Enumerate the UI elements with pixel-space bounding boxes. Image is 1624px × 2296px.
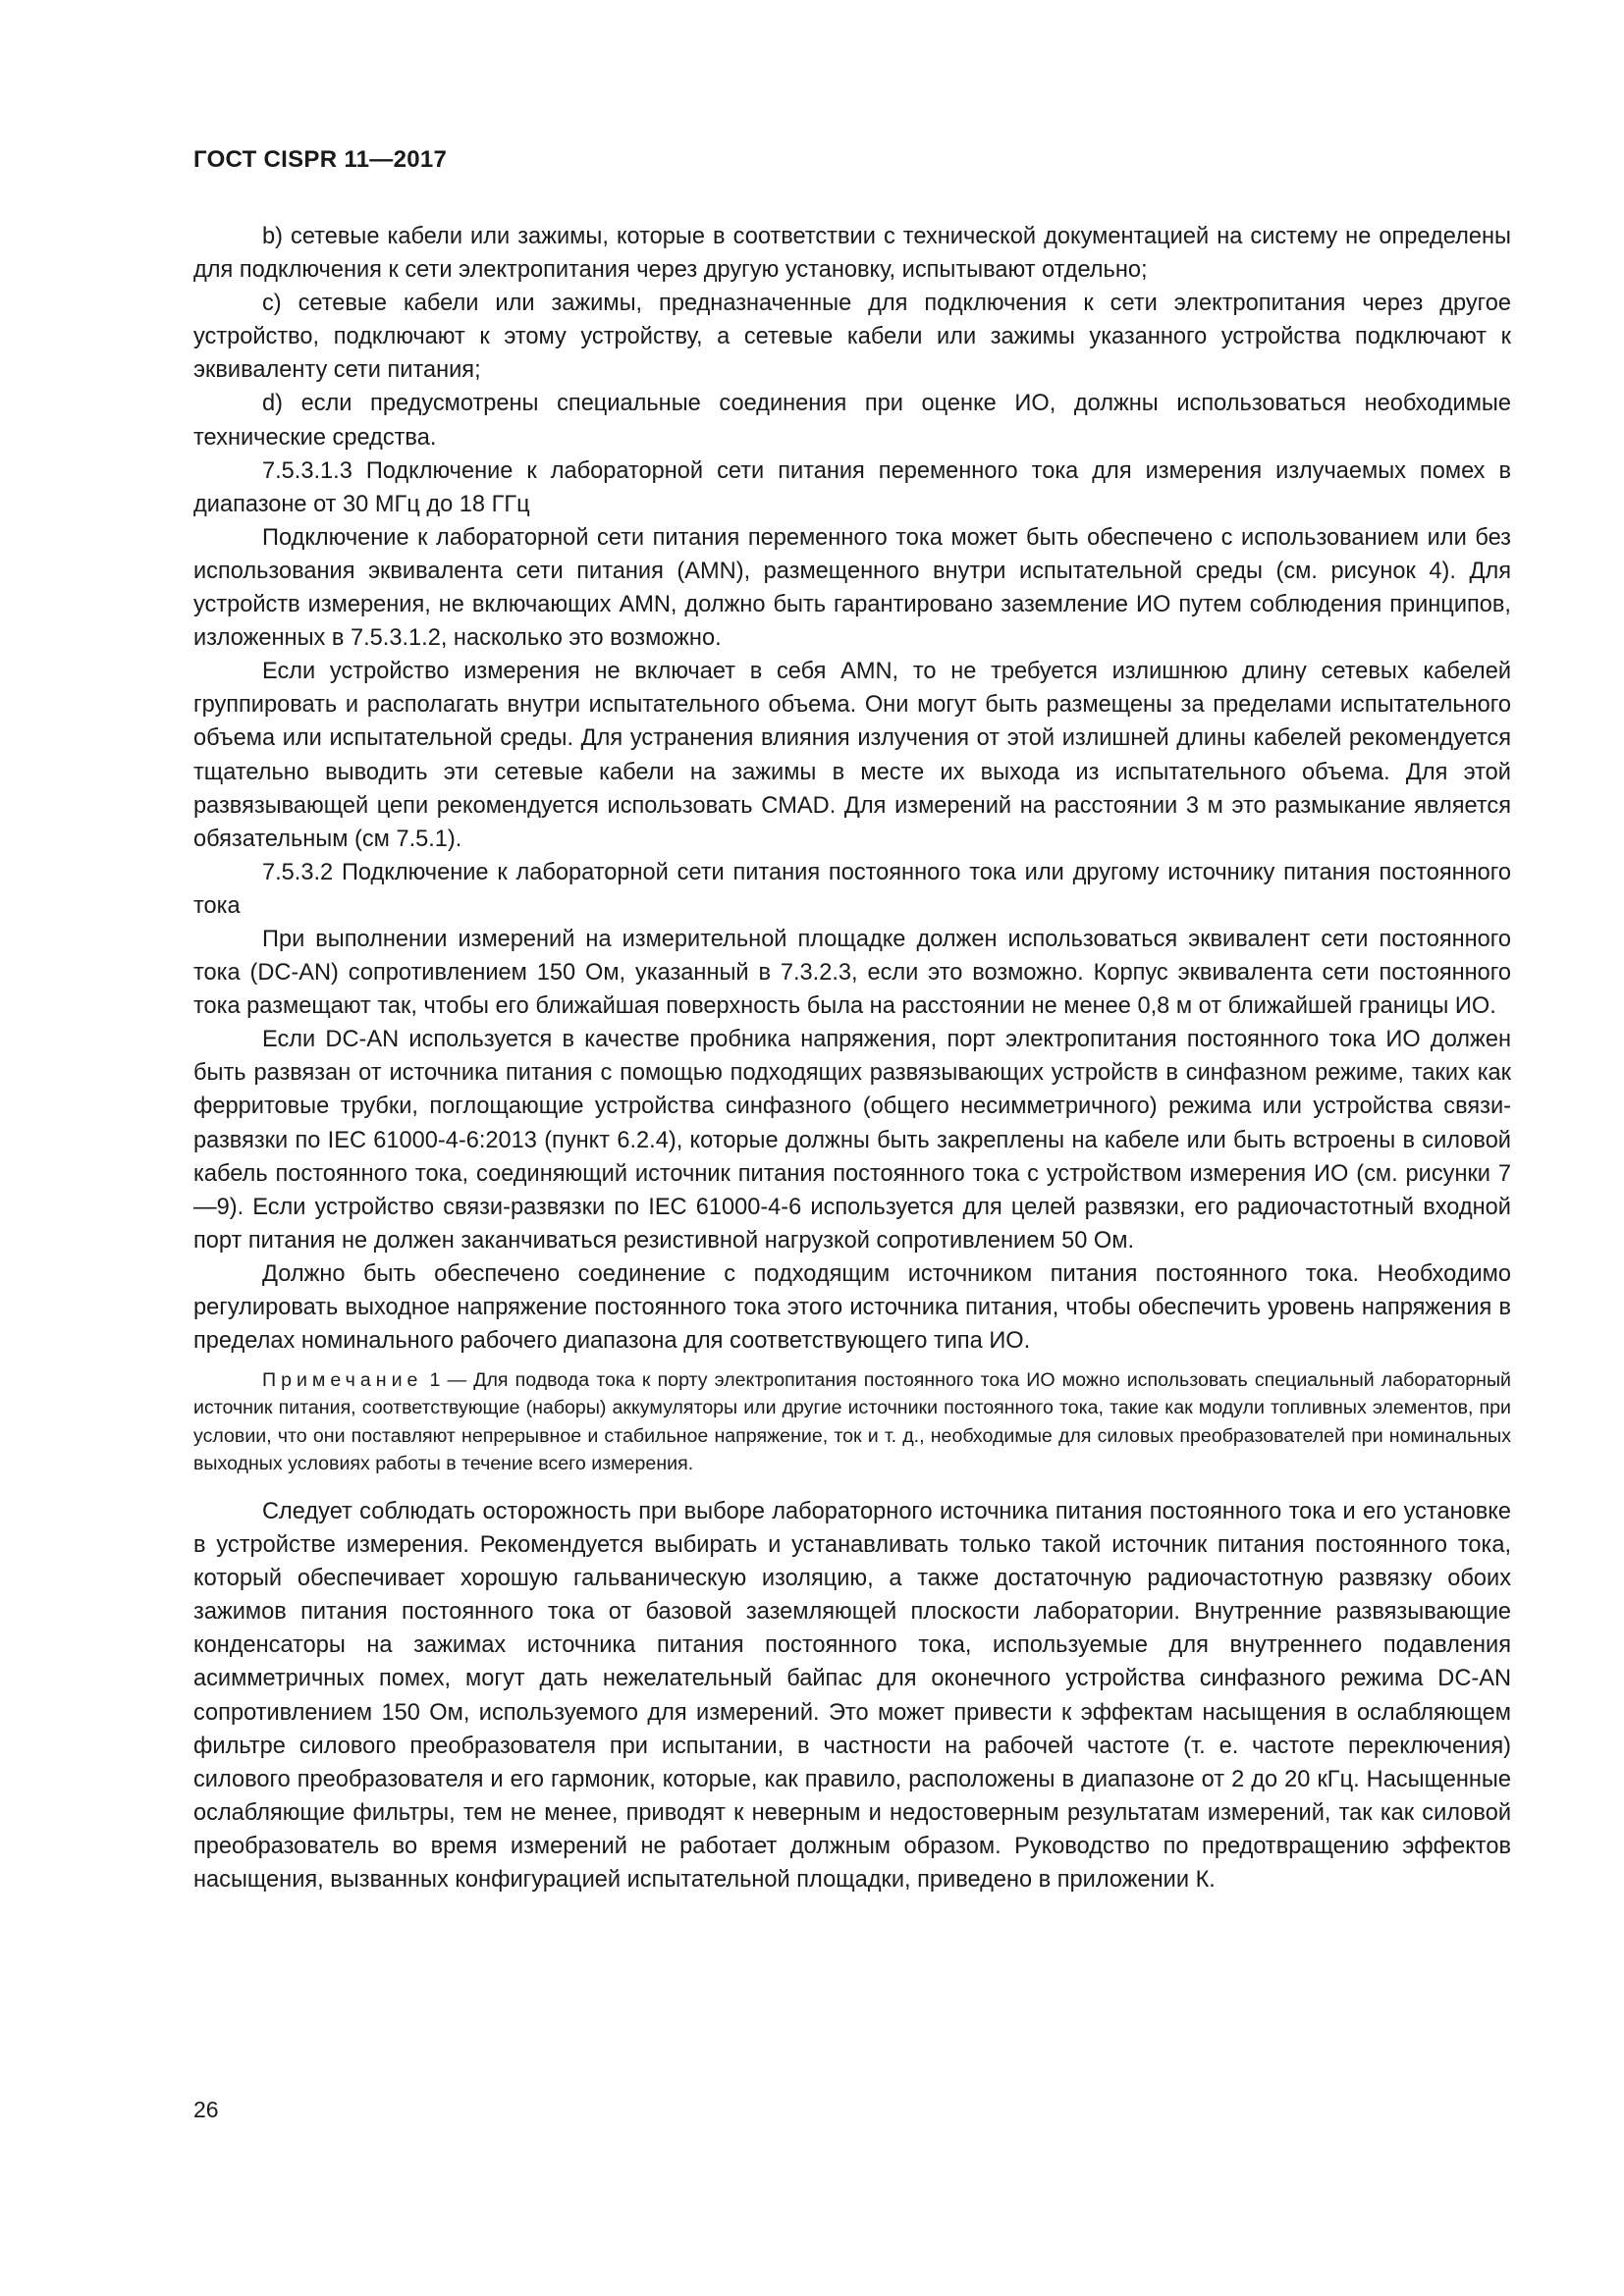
paragraph-item-b: b) сетевые кабели или зажимы, которые в соответствии с технической документацией на систему не определены для подключения к сети электропитания через другую установку, испытывают отдельно; <box>193 224 1511 284</box>
note-text: 1 — Для подвода тока к порту электропитания постоянного тока ИО можно использовать специальный лабораторный источник питания, соответствующие (наборы) аккумуляторы или другие источники постоянного тока, такие как модули топливных элементов, при условии, что они поставляют непрерывное и стабильное напряжение, ток и т. д., необходимые для силовых преобразователей при номинальных выходных условиях работы в течение всего измерения. <box>193 1369 1511 1474</box>
paragraph-voltage-probe: Если DC-AN используется в качестве пробника напряжения, порт электропитания постоянного тока ИО должен быть развязан от источника питания с помощью подходящих развязывающих устройств в синфазном режиме, таких как ферритовые трубки, поглощающие устройства синфазного (общего несимметричного) режима или устройства связи-развязки по IEC 61000-4-6:2013 (пункт 6.2.4), которые должны быть закреплены на кабеле или быть встроены в силовой кабель постоянного тока, соединяющий источник питания постоянного тока с устройством измерения ИО (см. рисунки 7—9). Если устройство связи-развязки по IEC 61000-4-6 используется для целей развязки, его радиочастотный входной порт питания не должен заканчиваться резистивной нагрузкой сопротивлением 50 Ом. <box>193 1027 1511 1254</box>
document-header: ГОСТ CISPR 11—2017 <box>193 146 448 173</box>
paragraph-ac-connection: Подключение к лабораторной сети питания переменного тока может быть обеспечено с использованием или без использования эквивалента сети питания (AMN), размещенного внутри испытательной среды (см. рисунок 4). Для устройств измерения, не включающих AMN, должно быть гарантировано заземление ИО путем соблюдения принципов, изложенных в 7.5.3.1.2, насколько это возможно. <box>193 524 1511 652</box>
note-label: Примечание <box>262 1369 423 1392</box>
section-heading-7-5-3-2: 7.5.3.2 Подключение к лабораторной сети питания постоянного тока или другому источнику питания постоянного тока <box>193 859 1511 919</box>
document-body <box>193 220 1511 1896</box>
paragraph-item-c: c) сетевые кабели или зажимы, предназначенные для подключения к сети электропитания через другое устройство, подключают к этому устройству, а сетевые кабели или зажимы указанного устройства подключают к эквиваленту сети питания; <box>193 291 1511 384</box>
note-block <box>193 1366 1511 1477</box>
paragraph-closing: Следует соблюдать осторожность при выборе лабораторного источника питания постоянного тока и его установке в устройстве измерения. Рекомендуется выбирать и устанавливать только такой источник питания постоянного тока, который обеспечивает хорошую гальваническую изоляцию, а также достаточную радиочастотную развязку обоих зажимов питания постоянного тока от базовой заземляющей плоскости лаборатории. Внутренние развязывающие конденсаторы на зажимах источника питания постоянного тока, используемые для внутреннего подавления асимметричных помех, могут дать нежелательный байпас для оконечного устройства синфазного режима DC-AN сопротивлением 150 Ом, используемого для измерений. Это может привести к эффектам насыщения в ослабляющем фильтре силового преобразователя при испытании, в частности на рабочей частоте (т. е. частоте переключения) силового преобразователя и его гармоник, которые, как правило, расположены в диапазоне от 2 до 20 кГц. Насыщенные ослабляющие фильтры, тем не менее, приводят к неверным и недостоверным результатам измерений, так как силовой преобразователь во время измерений не работает должным образом. Руководство по предотвращению эффектов насыщения, вызванных конфигурацией испытательной площадки, приведено в приложении К. <box>193 1499 1511 1894</box>
paragraph-cable-length: Если устройство измерения не включает в себя AMN, то не требуется излишнюю длину сетевых кабелей группировать и располагать внутри испытательного объема. Они могут быть размещены за пределами испытательного объема или испытательной среды. Для устранения влияния излучения от этой излишней длины кабелей рекомендуется тщательно выводить эти сетевые кабели на зажимы в месте их выхода из испытательного объема. Для этой развязывающей цепи рекомендуется использовать CMAD. Для измерений на расстоянии 3 м это размыкание является обязательным (см 7.5.1). <box>193 659 1511 852</box>
section-heading-7-5-3-1-3: 7.5.3.1.3 Подключение к лабораторной сети питания переменного тока для измерения излучаемых помех в диапазоне от 30 МГц до 18 ГГц <box>193 457 1511 517</box>
page-number: 26 <box>193 2097 219 2122</box>
paragraph-item-d: d) если предусмотрены специальные соединения при оценке ИО, должны использоваться необходимые технические средства. <box>193 391 1511 451</box>
paragraph-power-source: Должно быть обеспечено соединение с подходящим источником питания постоянного тока. Необходимо регулировать выходное напряжение постоянного тока этого источника питания, чтобы обеспечить уровень напряжения в пределах номинального рабочего диапазона для соответствующего типа ИО. <box>193 1260 1511 1355</box>
paragraph-dc-an: При выполнении измерений на измерительной площадке должен использоваться эквивалент сети постоянного тока (DC-AN) сопротивлением 150 Ом, указанный в 7.3.2.3, если это возможно. Корпус эквивалента сети постоянного тока размещают так, чтобы его ближайшая поверхность была на расстоянии не менее 0,8 м от ближайшей границы ИО. <box>193 926 1511 1020</box>
